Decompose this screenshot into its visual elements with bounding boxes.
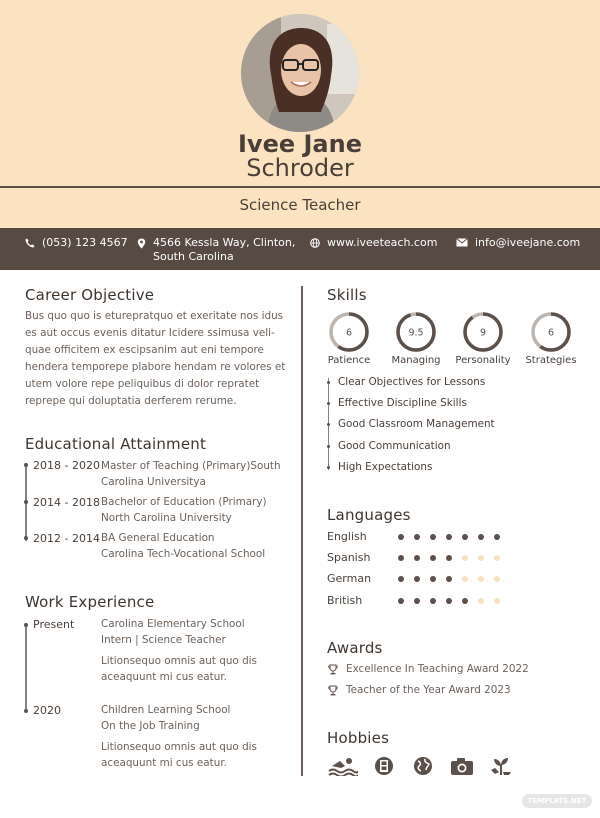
work-role: Intern | Science Teacher	[101, 634, 226, 646]
language-dot-empty	[494, 576, 500, 582]
phone-icon	[25, 238, 35, 248]
first-name: Ivee Jane	[238, 130, 362, 158]
contact-address	[137, 236, 295, 264]
work-role: On the Job Training	[101, 720, 200, 732]
skill-item: Good Communication	[338, 440, 451, 452]
last-name: Schroder	[246, 154, 354, 182]
skill-ring	[461, 310, 505, 354]
language-name: British	[327, 594, 363, 607]
language-dot-filled	[430, 534, 436, 540]
language-dot-empty	[494, 555, 500, 561]
skill-ring-value: 6	[547, 327, 555, 339]
language-dot-filled	[414, 576, 420, 582]
language-dot-filled	[398, 534, 404, 540]
timeline-dot	[24, 500, 28, 504]
hobbies-heading: Hobbies	[327, 729, 390, 747]
skills-heading: Skills	[327, 286, 367, 304]
skill-ring-label: Strategies	[525, 355, 577, 366]
skill-item: Good Classroom Management	[338, 418, 495, 430]
language-name: German	[327, 572, 372, 585]
website-text[interactable]: www.iveeteach.com	[327, 236, 438, 249]
award-item	[328, 663, 529, 675]
education-school: Carolina Universitya	[101, 476, 206, 488]
profile-photo	[241, 14, 359, 132]
skill-ring	[529, 310, 573, 354]
work-employer: Carolina Elementary School	[101, 618, 245, 630]
job-title: Science Teacher	[239, 196, 361, 214]
skill-ring-value: 6	[345, 327, 353, 339]
language-dot-filled	[446, 576, 452, 582]
email-text[interactable]: info@iveejane.com	[475, 236, 581, 249]
skill-dot	[327, 402, 330, 405]
work-item	[101, 616, 257, 685]
career-line: hendera temporepe plabore hendam re volores et	[25, 361, 286, 373]
phone-text: (053) 123 4567	[42, 236, 128, 249]
address-line-1: 4566 Kessla Way, Clinton,	[153, 236, 296, 249]
language-name: Spanish	[327, 551, 371, 564]
work-item	[101, 702, 257, 771]
language-dot-filled	[430, 598, 436, 604]
globe-icon	[412, 756, 434, 776]
globe-icon	[310, 238, 320, 248]
work-description: aceaquunt mi cus eatur.	[101, 757, 227, 769]
awards-heading: Awards	[327, 639, 383, 657]
language-name: English	[327, 530, 367, 543]
language-dot-filled	[446, 534, 452, 540]
skill-item: Clear Objectives for Lessons	[338, 376, 486, 388]
contact-website[interactable]	[310, 236, 437, 250]
education-item	[101, 530, 265, 562]
location-pin-icon	[137, 238, 146, 249]
language-dot-filled	[398, 598, 404, 604]
language-dot-filled	[462, 598, 468, 604]
skill-ring-label: Managing	[391, 355, 441, 366]
skill-ring-value: 9.5	[408, 327, 424, 339]
language-dot-filled	[398, 576, 404, 582]
language-dot-filled	[494, 534, 500, 540]
resume-header	[0, 0, 600, 228]
work-employer: Children Learning School	[101, 704, 231, 716]
work-description: Litionsequo omnis aut quo dis	[101, 741, 257, 753]
trophy-icon	[328, 664, 338, 675]
education-school: Carolina Tech-Vocational School	[101, 548, 266, 560]
education-heading: Educational Attainment	[25, 435, 207, 453]
career-line: Bus quo quo is eturepratquo et exeritate nos idus	[25, 310, 284, 322]
education-years: 2012 - 2014	[33, 532, 100, 545]
language-dot-filled	[430, 576, 436, 582]
education-degree: Bachelor of Education (Primary)	[101, 496, 267, 508]
language-dot-filled	[414, 555, 420, 561]
timeline-dot	[24, 709, 28, 713]
education-degree: Master of Teaching (Primary)South	[101, 460, 281, 472]
address-line-2: South Carolina	[153, 250, 234, 263]
language-dot-filled	[398, 555, 404, 561]
education-years: 2018 - 2020	[33, 459, 100, 472]
swimming-icon	[328, 756, 358, 776]
timeline-dot	[24, 623, 28, 627]
career-line: utem volore repe peliquibus di dolor repratet	[25, 378, 260, 390]
skill-ring	[327, 310, 371, 354]
education-years: 2014 - 2018	[33, 496, 100, 509]
skill-dot	[327, 466, 330, 469]
education-degree: BA General Education	[101, 532, 215, 544]
skill-dot	[327, 423, 330, 426]
work-when: Present	[33, 618, 75, 631]
language-dot-filled	[446, 598, 452, 604]
career-line: es aut occus evenis ditatur Icidere ssimusa veli-	[25, 327, 275, 339]
career-heading: Career Objective	[25, 286, 155, 304]
contact-phone	[25, 236, 128, 250]
skill-ring-label: Personality	[455, 355, 511, 366]
skill-dot	[327, 381, 330, 384]
career-line: reprepe qui doluptatia derferem rerume.	[25, 395, 237, 407]
film-icon	[373, 756, 395, 776]
watermark-badge: TEMPLATE.NET	[522, 794, 592, 808]
skill-item: High Expectations	[338, 461, 433, 473]
language-dot-filled	[414, 598, 420, 604]
award-text: Teacher of the Year Award 2023	[346, 684, 511, 696]
career-paragraph	[25, 308, 293, 410]
language-dot-empty	[462, 576, 468, 582]
language-dot-filled	[478, 534, 484, 540]
work-description: aceaquunt mi cus eatur.	[101, 671, 227, 683]
award-item	[328, 684, 511, 696]
skill-item: Effective Discipline Skills	[338, 397, 467, 409]
header-divider	[0, 186, 600, 188]
language-dot-empty	[478, 576, 484, 582]
language-dot-empty	[478, 598, 484, 604]
gardening-icon	[490, 756, 512, 776]
camera-icon	[450, 756, 474, 776]
contact-email[interactable]	[456, 236, 580, 250]
language-dot-filled	[446, 555, 452, 561]
language-dot-empty	[462, 555, 468, 561]
timeline-dot	[24, 463, 28, 467]
skill-ring-label: Patience	[327, 355, 371, 366]
language-dot-empty	[494, 598, 500, 604]
language-dot-filled	[462, 534, 468, 540]
skill-ring-value: 9	[479, 327, 487, 339]
work-heading: Work Experience	[25, 593, 155, 611]
envelope-icon	[456, 238, 468, 247]
work-when: 2020	[33, 704, 61, 717]
timeline-dot	[24, 536, 28, 540]
career-line: quae officitem ex escipsanim aut eni tempore	[25, 344, 264, 356]
education-item	[101, 458, 281, 490]
language-dot-filled	[430, 555, 436, 561]
languages-heading: Languages	[327, 506, 411, 524]
language-dot-empty	[478, 555, 484, 561]
contact-bar	[0, 228, 600, 270]
work-timeline	[25, 623, 27, 711]
skill-dot	[327, 445, 330, 448]
education-item	[101, 494, 267, 526]
column-divider	[301, 286, 303, 776]
work-description: Litionsequo omnis aut quo dis	[101, 655, 257, 667]
language-dot-filled	[414, 534, 420, 540]
skill-ring	[394, 310, 438, 354]
award-text: Excellence In Teaching Award 2022	[346, 663, 529, 675]
trophy-icon	[328, 685, 338, 696]
education-school: North Carolina University	[101, 512, 232, 524]
